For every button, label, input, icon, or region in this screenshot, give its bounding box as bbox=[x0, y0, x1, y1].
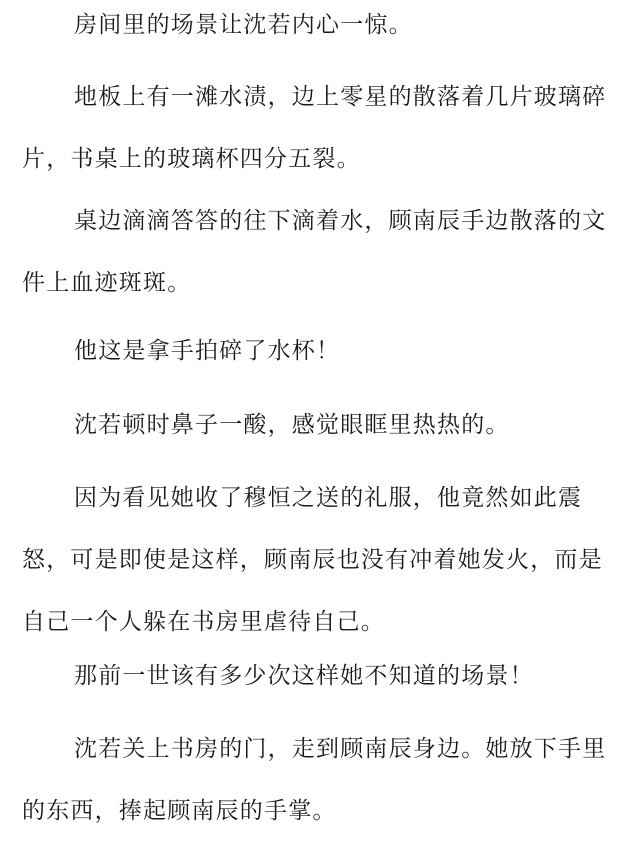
paragraph-8: 沈若关上书房的门，走到顾南辰身边。她放下手里的东西，捧起顾南辰的手掌。 bbox=[22, 736, 607, 824]
paragraph-3: 桌边滴滴答答的往下滴着水，顾南辰手边散落的文件上血迹斑斑。 bbox=[22, 208, 607, 296]
paragraph-7: 那前一世该有多少次这样她不知道的场景！ bbox=[74, 663, 534, 689]
paragraph-1: 房间里的场景让沈若内心一惊。 bbox=[74, 12, 413, 38]
paragraph-5: 沈若顿时鼻子一酸，感觉眼眶里热热的。 bbox=[74, 412, 510, 438]
paragraph-6: 因为看见她收了穆恒之送的礼服，他竟然如此震怒，可是即使是这样，顾南辰也没有冲着她发火，而是自己一个人躲在书房里虐待自己。 bbox=[22, 485, 603, 635]
paragraph-4: 他这是拿手拍碎了水杯！ bbox=[74, 338, 341, 364]
paragraph-2: 地板上有一滩水渍，边上零星的散落着几片玻璃碎片，书桌上的玻璃杯四分五裂。 bbox=[22, 84, 607, 172]
